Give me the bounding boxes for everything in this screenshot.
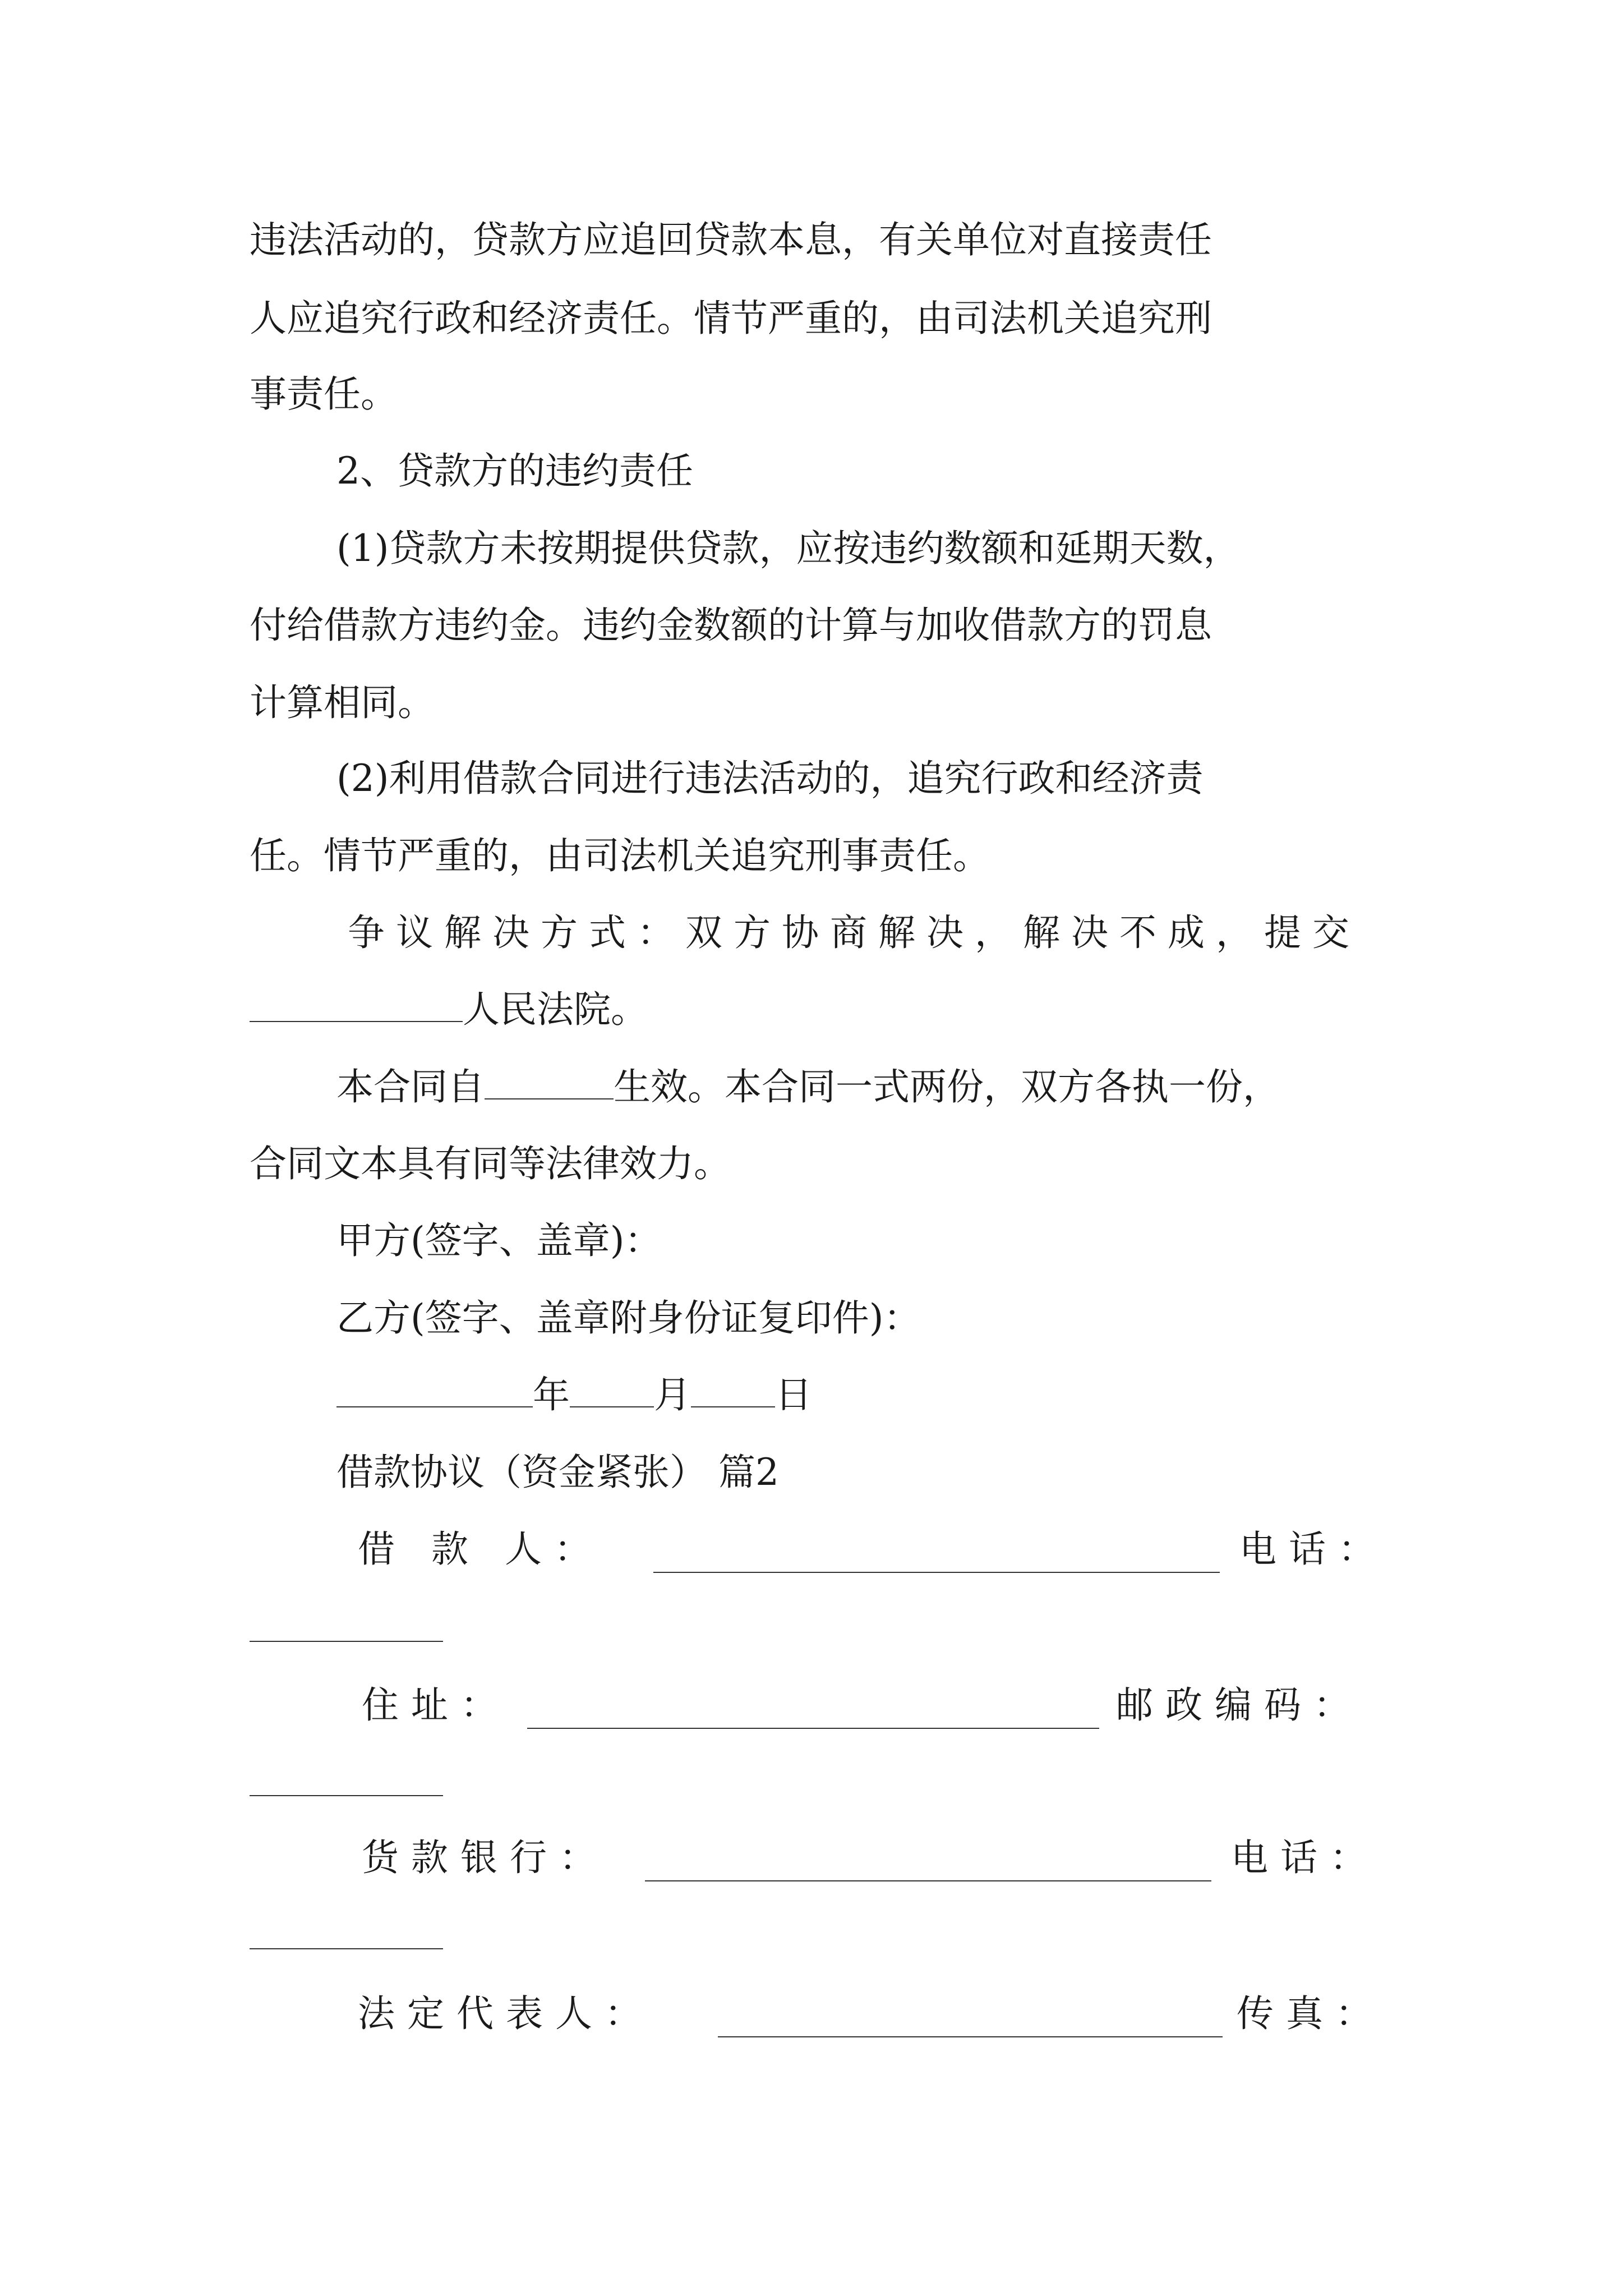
postcode-blank (250, 1795, 443, 1796)
paragraph-line: (2)利用借款合同进行违法活动的，追究行政和经济责 (336, 757, 1204, 800)
party-b-signature: 乙方(签字、盖章附身份证复印件)： (336, 1296, 921, 1340)
party-a-signature: 甲方(签字、盖章)： (336, 1219, 662, 1262)
dispute-clause-line2 (250, 987, 648, 1032)
address-label: 住址： (362, 1683, 510, 1727)
year-label: 年 (533, 1373, 570, 1416)
bank-phone-label: 电话： (1231, 1836, 1379, 1879)
month-blank (570, 1373, 654, 1407)
fax-label: 传真： (1237, 1992, 1385, 2035)
paragraph-line: 合同文本具有同等法律效力。 (250, 1142, 731, 1185)
section-heading: 2、贷款方的违约责任 (336, 449, 693, 493)
paragraph-line: 人应追究行政和经济责任。情节严重的，由司法机关追究刑 (250, 297, 1212, 340)
bank-phone-blank (250, 1948, 443, 1949)
bank-blank (645, 1847, 1211, 1881)
postcode-label: 邮政编码： (1116, 1683, 1363, 1727)
paragraph-line: 违法活动的，贷款方应追回贷款本息，有关单位对直接责任 (250, 218, 1212, 261)
paragraph-line: 任。情节严重的，由司法机关追究刑事责任。 (250, 834, 990, 877)
phone-blank (250, 1641, 443, 1642)
dispute-clause: 争议解决方式：双方协商解决，解决不成，提交 (348, 911, 1361, 954)
court-blank (250, 987, 463, 1022)
legal-rep-label: 法定代表人： (358, 1992, 654, 2035)
month-label: 月 (654, 1373, 691, 1416)
paragraph-line: 计算相同。 (250, 681, 435, 724)
phone-label: 电话： (1239, 1527, 1387, 1571)
day-blank (691, 1373, 775, 1407)
year-blank (336, 1373, 533, 1407)
paragraph-line: 事责任。 (250, 372, 398, 416)
effect-clause (336, 1065, 1280, 1110)
effect-suffix: 生效。本合同一式两份，双方各执一份， (614, 1065, 1280, 1108)
bank-label: 货款银行： (362, 1836, 608, 1879)
paragraph-line: (1)贷款方未按期提供贷款，应按违约数额和延期天数， (336, 527, 1241, 570)
agreement-heading: 借款协议（资金紧张） 篇2 (336, 1451, 779, 1494)
signature-date (336, 1373, 812, 1418)
borrower-blank (653, 1538, 1220, 1573)
legal-rep-blank (718, 2003, 1223, 2037)
effect-prefix: 本合同自 (336, 1065, 485, 1108)
day-label: 日 (775, 1373, 812, 1416)
borrower-label: 借 款 人： (358, 1527, 603, 1571)
address-blank (527, 1694, 1099, 1729)
paragraph-line: 付给借款方违约金。违约金数额的计算与加收借款方的罚息 (250, 604, 1212, 647)
court-suffix: 人民法院。 (463, 988, 648, 1031)
effect-date-blank (485, 1065, 614, 1099)
